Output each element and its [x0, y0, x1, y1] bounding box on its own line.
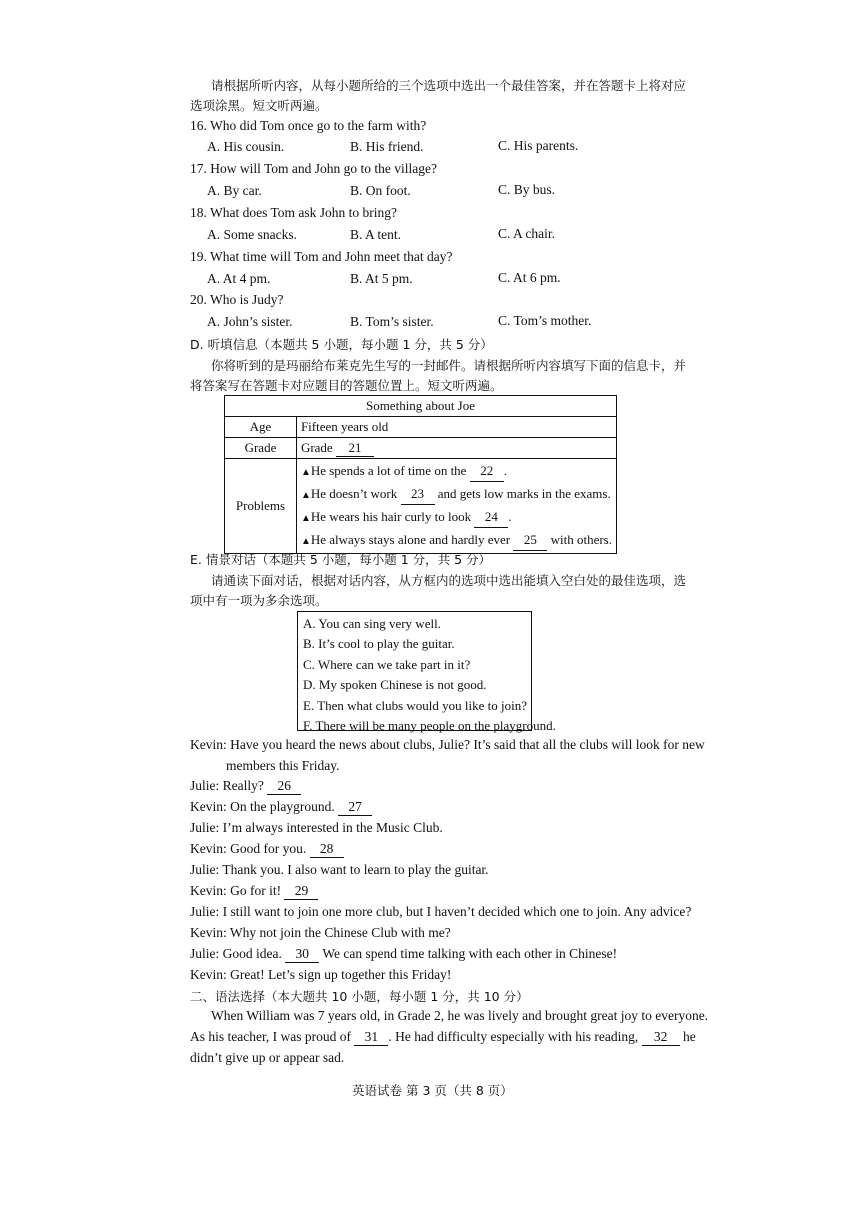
- question-17: 17. How will Tom and John go to the village?: [190, 161, 438, 176]
- q17-option-a: A. By car.: [207, 183, 262, 198]
- passage-line3: didn’t give up or appear sad.: [190, 1050, 345, 1065]
- blank-28[interactable]: 28: [310, 841, 344, 858]
- blank-25[interactable]: 25: [513, 529, 547, 551]
- dialogue-line: Julie: Thank you. I also want to learn to play the guitar.: [190, 862, 489, 877]
- grade-value: [296, 438, 616, 459]
- grade-label: Grade: [225, 438, 297, 459]
- age-value: Fifteen years old: [296, 417, 616, 438]
- option-f: F. There will be many people on the playground.: [303, 718, 556, 734]
- instruction-c-line1: 请根据所听内容，从每小题所给的三个选项中选出一个最佳答案，并在答题卡上将对应: [211, 78, 687, 93]
- question-18: 18. What does Tom ask John to bring?: [190, 205, 398, 220]
- dialogue-line: Kevin: Great! Let’s sign up together this Friday!: [190, 967, 452, 982]
- problem-item: ▲He always stays alone and hardly ever 25 with others.: [301, 529, 612, 552]
- q17-option-c: C. By bus.: [498, 182, 556, 197]
- page-footer: 英语试卷 第 3 页（共 8 页）: [352, 1083, 513, 1098]
- q18-option-b: B. A tent.: [350, 227, 402, 242]
- triangle-icon: ▲: [300, 467, 311, 478]
- dialogue-line: Kevin: Good for you. 28: [190, 841, 344, 858]
- blank-21[interactable]: 21: [336, 440, 374, 457]
- part2-heading: 二、语法选择（本大题共 10 小题，每小题 1 分，共 10 分）: [190, 989, 529, 1004]
- dialogue-line: Kevin: Why not join the Chinese Club with me?: [190, 925, 451, 940]
- section-d-heading: D. 听填信息（本题共 5 小题，每小题 1 分，共 5 分）: [190, 337, 493, 352]
- dialogue-line: Julie: I still want to join one more club, but I haven’t decided which one to join. Any advice?: [190, 904, 692, 919]
- q18-option-a: A. Some snacks.: [207, 227, 297, 242]
- q19-option-c: C. At 6 pm.: [498, 270, 561, 285]
- blank-31[interactable]: 31: [354, 1029, 388, 1046]
- q19-option-b: B. At 5 pm.: [350, 271, 413, 286]
- problem-item: ▲He spends a lot of time on the 22 .: [301, 460, 612, 483]
- info-card-title: Something about Joe: [225, 396, 617, 417]
- q20-option-a: A. John’s sister.: [207, 314, 293, 329]
- q16-option-a: A. His cousin.: [207, 139, 285, 154]
- option-b: B. It’s cool to play the guitar.: [303, 636, 455, 652]
- blank-30[interactable]: 30: [285, 946, 319, 963]
- section-e-instruction-line1: 请通读下面对话，根据对话内容，从方框内的选项中选出能填入空白处的最佳选项，选: [211, 573, 687, 588]
- dialogue-line: Julie: Really? 26: [190, 778, 301, 795]
- option-c: C. Where can we take part in it?: [303, 656, 471, 672]
- section-e-heading: E. 情景对话（本题共 5 小题，每小题 1 分，共 5 分）: [190, 552, 492, 567]
- option-a: A. You can sing very well.: [303, 616, 441, 631]
- question-19: 19. What time will Tom and John meet that day?: [190, 249, 453, 264]
- dialogue-line: Kevin: On the playground. 27: [190, 799, 372, 816]
- q17-option-b: B. On foot.: [350, 183, 411, 198]
- dialogue-line: Julie: Good idea. 30 We can spend time talking with each other in Chinese!: [190, 946, 618, 961]
- passage-line1: When William was 7 years old, in Grade 2, he was lively and brought great joy to everyone.: [211, 1008, 709, 1023]
- dialogue-line: Julie: I’m always interested in the Music Club.: [190, 820, 443, 835]
- blank-23[interactable]: 23: [401, 483, 435, 505]
- blank-26[interactable]: 26: [267, 778, 301, 795]
- q20-option-c: C. Tom’s mother.: [498, 313, 592, 328]
- section-e-instruction-line2: 项中有一项为多余选项。: [190, 593, 328, 608]
- problems-list: [296, 459, 616, 554]
- q16-option-c: C. His parents.: [498, 138, 579, 153]
- q18-option-c: C. A chair.: [498, 226, 555, 241]
- passage-line2: As his teacher, I was proud of 31 . He had difficulty especially with his reading, 32 he: [190, 1029, 696, 1044]
- instruction-c-line2: 选项涂黑。短文听两遍。: [190, 98, 328, 113]
- q16-option-b: B. His friend.: [350, 139, 424, 154]
- question-20: 20. Who is Judy?: [190, 292, 284, 307]
- blank-29[interactable]: 29: [284, 883, 318, 900]
- dialogue-line: members this Friday.: [226, 758, 340, 773]
- triangle-icon: ▲: [300, 536, 311, 547]
- section-d-instruction-line1: 你将听到的是玛丽给布莱克先生写的一封邮件。请根据所听内容填写下面的信息卡，并: [211, 358, 687, 373]
- blank-22[interactable]: 22: [470, 460, 504, 482]
- info-card: [224, 395, 617, 554]
- dialogue-line: Kevin: Go for it! 29: [190, 883, 318, 900]
- age-label: Age: [225, 417, 297, 438]
- q20-option-b: B. Tom’s sister.: [350, 314, 434, 329]
- question-16: 16. Who did Tom once go to the farm with?: [190, 118, 427, 133]
- option-e: E. Then what clubs would you like to join?: [303, 697, 527, 713]
- triangle-icon: ▲: [300, 513, 311, 524]
- problem-item: ▲He doesn’t work 23 and gets low marks in the exams.: [301, 483, 612, 506]
- problems-label: Problems: [225, 459, 297, 554]
- problem-item: ▲He wears his hair curly to look 24 .: [301, 506, 612, 529]
- blank-24[interactable]: 24: [474, 506, 508, 528]
- q19-option-a: A. At 4 pm.: [207, 271, 271, 286]
- options-box: [297, 611, 556, 734]
- section-d-instruction-line2: 将答案写在答题卡对应题目的答题位置上。短文听两遍。: [190, 378, 503, 393]
- triangle-icon: ▲: [300, 490, 311, 501]
- grade-prefix: Grade: [300, 439, 333, 455]
- option-d: D. My spoken Chinese is not good.: [303, 677, 487, 693]
- blank-32[interactable]: 32: [642, 1029, 680, 1046]
- dialogue-line: Kevin: Have you heard the news about clubs, Julie? It’s said that all the clubs will look for new: [190, 737, 705, 752]
- blank-27[interactable]: 27: [338, 799, 372, 816]
